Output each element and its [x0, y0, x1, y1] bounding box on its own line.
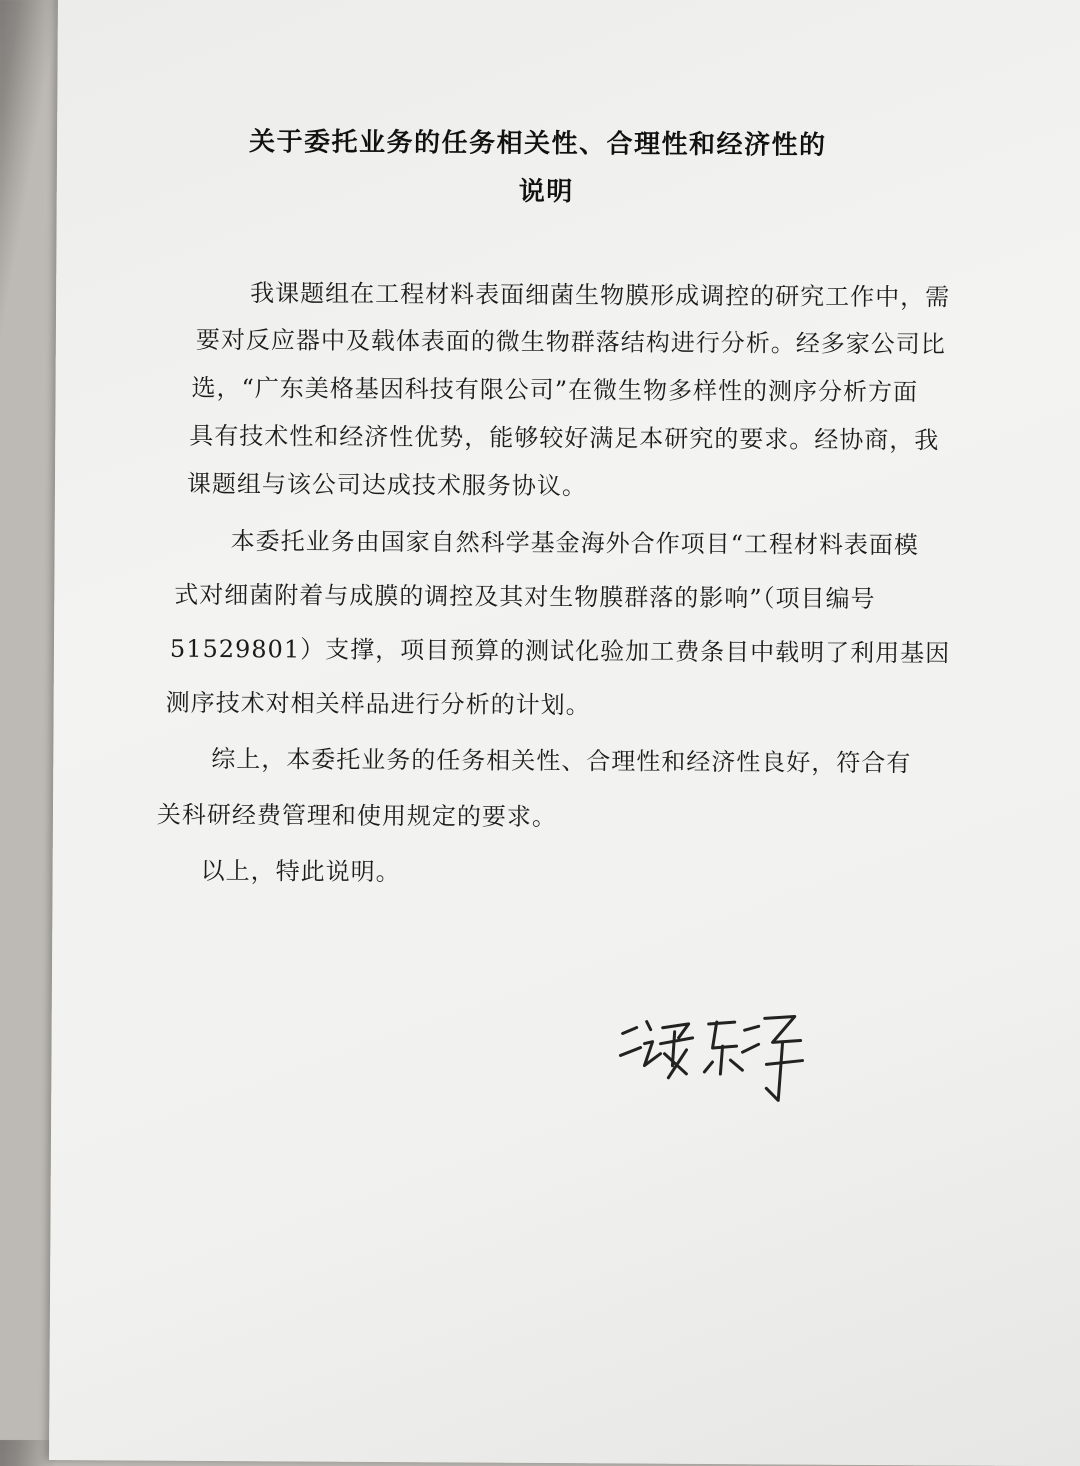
paragraph-2-line-1: 本委托业务由国家自然科学基金海外合作项目“工程材料表面模 [230, 527, 919, 560]
paragraph-2-line-2: 式对细菌附着与成膜的调控及其对生物膜群落的影响”（项目编号 [174, 580, 876, 614]
paragraph-1-line-1: 我课题组在工程材料表面细菌生物膜形成调控的研究工作中，需 [250, 279, 951, 312]
paragraph-4-line-1: 以上，特此说明。 [200, 856, 401, 887]
paragraph-1-line-4: 具有技术性和经济性优势，能够较好满足本研究的要求。经协商，我 [189, 421, 940, 455]
paragraph-1-line-5: 课题组与该公司达成技术服务协议。 [186, 469, 588, 501]
paragraph-2-line-3: 51529801）支撑，项目预算的测试化验加工费条目中载明了利用基因 [169, 634, 951, 668]
paragraph-1-line-2: 要对反应器中及载体表面的微生物群落结构进行分析。经多家公司比 [195, 325, 946, 359]
paragraph-3-line-2: 关科研经费管理和使用规定的要求。 [156, 800, 558, 832]
document-title-line-2: 说明 [518, 176, 574, 208]
paragraph-3-line-1: 综上，本委托业务的任务相关性、合理性和经济性良好，符合有 [211, 744, 912, 778]
paragraph-1-line-3: 选，“广东美格基因科技有限公司”在微生物多样性的测序分析方面 [191, 373, 919, 407]
document-title-line-1: 关于委托业务的任务相关性、合理性和经济性的 [248, 127, 827, 161]
handwritten-signature [616, 1003, 817, 1114]
document-page [49, 0, 1080, 1466]
paragraph-2-line-4: 测序技术对相关样品进行分析的计划。 [165, 688, 591, 720]
